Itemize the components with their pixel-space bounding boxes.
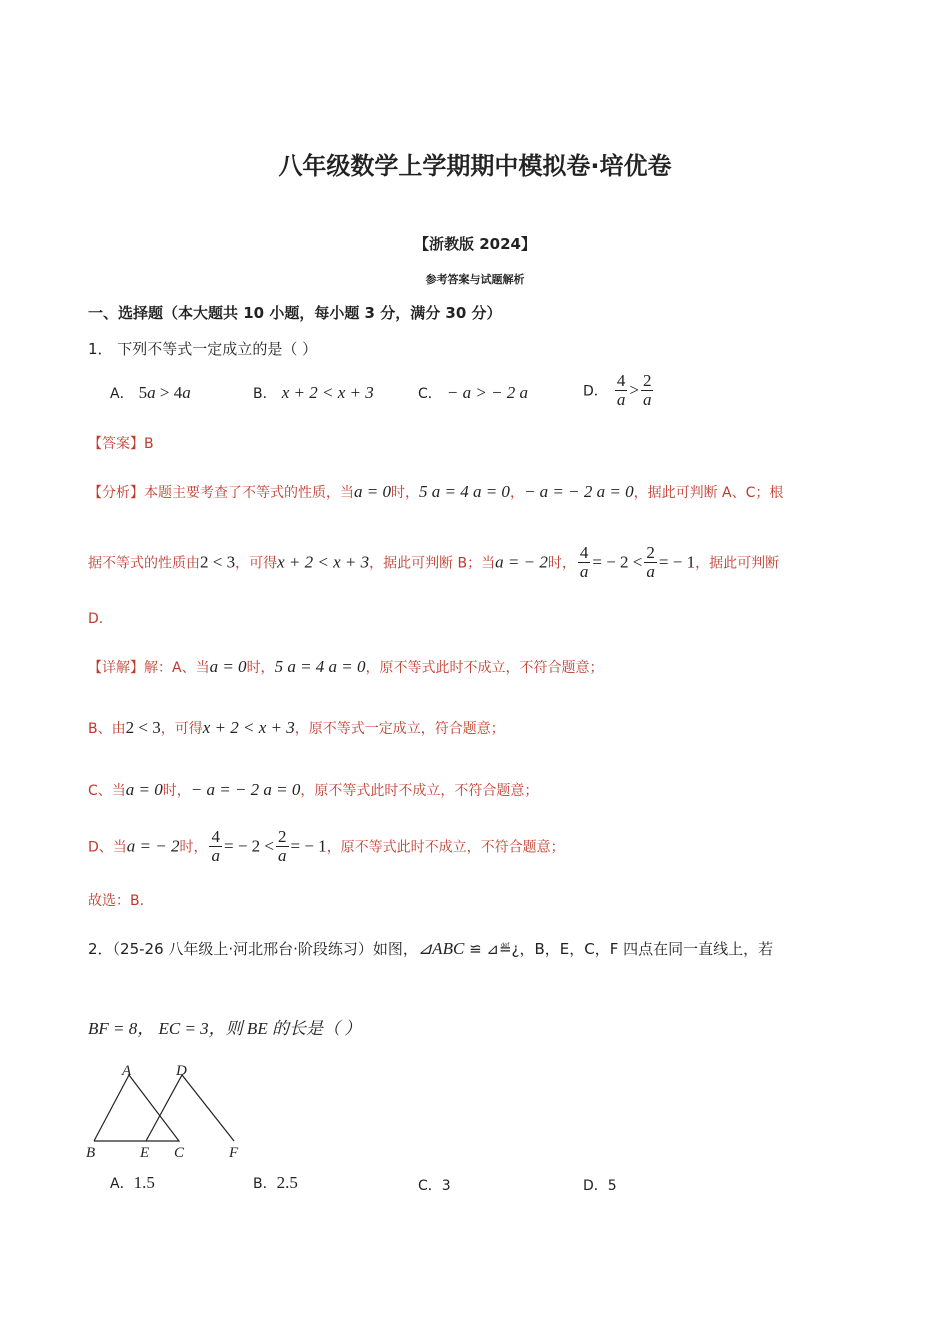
- q2-option-c: C．3: [418, 1178, 451, 1194]
- q2-option-b: B．2.5: [253, 1173, 298, 1192]
- q2-option-d: D．5: [583, 1178, 617, 1194]
- edition-label: 【浙教版 2024】: [414, 235, 536, 253]
- q1-detail-a: 【详解】解：A、当a = 0时，5 a = 4 a = 0，原不等式此时不成立，不符合题意；: [88, 657, 604, 676]
- q1-option-b: B． x + 2 < x + 3: [253, 383, 374, 402]
- triangle-def: [146, 1075, 234, 1141]
- q1-analysis-line-2: 据不等式的性质由2 < 3，可得x + 2 < x + 3，据此可判断 B；当a = − 2时， $\frac{4}{a}$ = − 2 < $\frac{2}{a}$ = − 1，据此可判断: [88, 543, 780, 581]
- label-b: B: [86, 1145, 96, 1161]
- q1-detail-c: C、当a = 0时，− a = − 2 a = 0，原不等式此时不成立，不符合题意；: [88, 780, 539, 799]
- q1-detail-d: D、当a = − 2时， $\frac{4}{a}$ = − 2 < $\frac{2}{a}$ = − 1，原不等式此时不成立，不符合题意；: [88, 827, 565, 865]
- q1-detail-b: B、由2 < 3，可得x + 2 < x + 3，原不等式一定成立，符合题意；: [88, 718, 505, 737]
- q1-analysis-line-1: 【分析】本题主要考查了不等式的性质，当a = 0时，5 a = 4 a = 0，− a = − 2 a = 0，据此可判断 A、C；根: [88, 482, 784, 501]
- q1-option-c: C． − a > − 2 a: [418, 383, 529, 402]
- triangle-abc: [94, 1075, 179, 1141]
- q1-option-a: A． 5a > 4a: [110, 383, 191, 402]
- q1-analysis-line-3: D.: [88, 611, 104, 627]
- q1-choose: 故选：B.: [88, 893, 145, 909]
- q1-option-d: D． $\frac{4}{a}$ > $\frac{2}{a}$: [583, 371, 652, 409]
- label-c: C: [174, 1145, 185, 1161]
- page-title: 八年级数学上学期期中模拟卷·培优卷: [278, 152, 672, 180]
- q2-stem-line-1: 2．（25-26 八年级上·河北邢台·阶段练习）如图，⊿ABC ≌ ⊿≝¿，B，E，C，F 四点在同一直线上，若: [88, 939, 774, 958]
- label-e: E: [140, 1145, 150, 1161]
- subtitle: 参考答案与试题解析: [425, 273, 525, 286]
- q2-stem-line-2: BF = 8， EC = 3，则 BE 的长是（ ）: [88, 1019, 362, 1038]
- label-d: D: [176, 1063, 187, 1079]
- label-f: F: [229, 1145, 239, 1161]
- q1-answer: 【答案】B: [88, 436, 154, 452]
- q1-stem: 1． 下列不等式一定成立的是（ ）: [88, 340, 318, 358]
- q2-option-a: A．1.5: [110, 1173, 155, 1192]
- label-a: A: [122, 1063, 132, 1079]
- q2-triangle-figure: [84, 1060, 254, 1162]
- section-heading: 一、选择题（本大题共 10 小题，每小题 3 分，满分 30 分）: [88, 304, 502, 322]
